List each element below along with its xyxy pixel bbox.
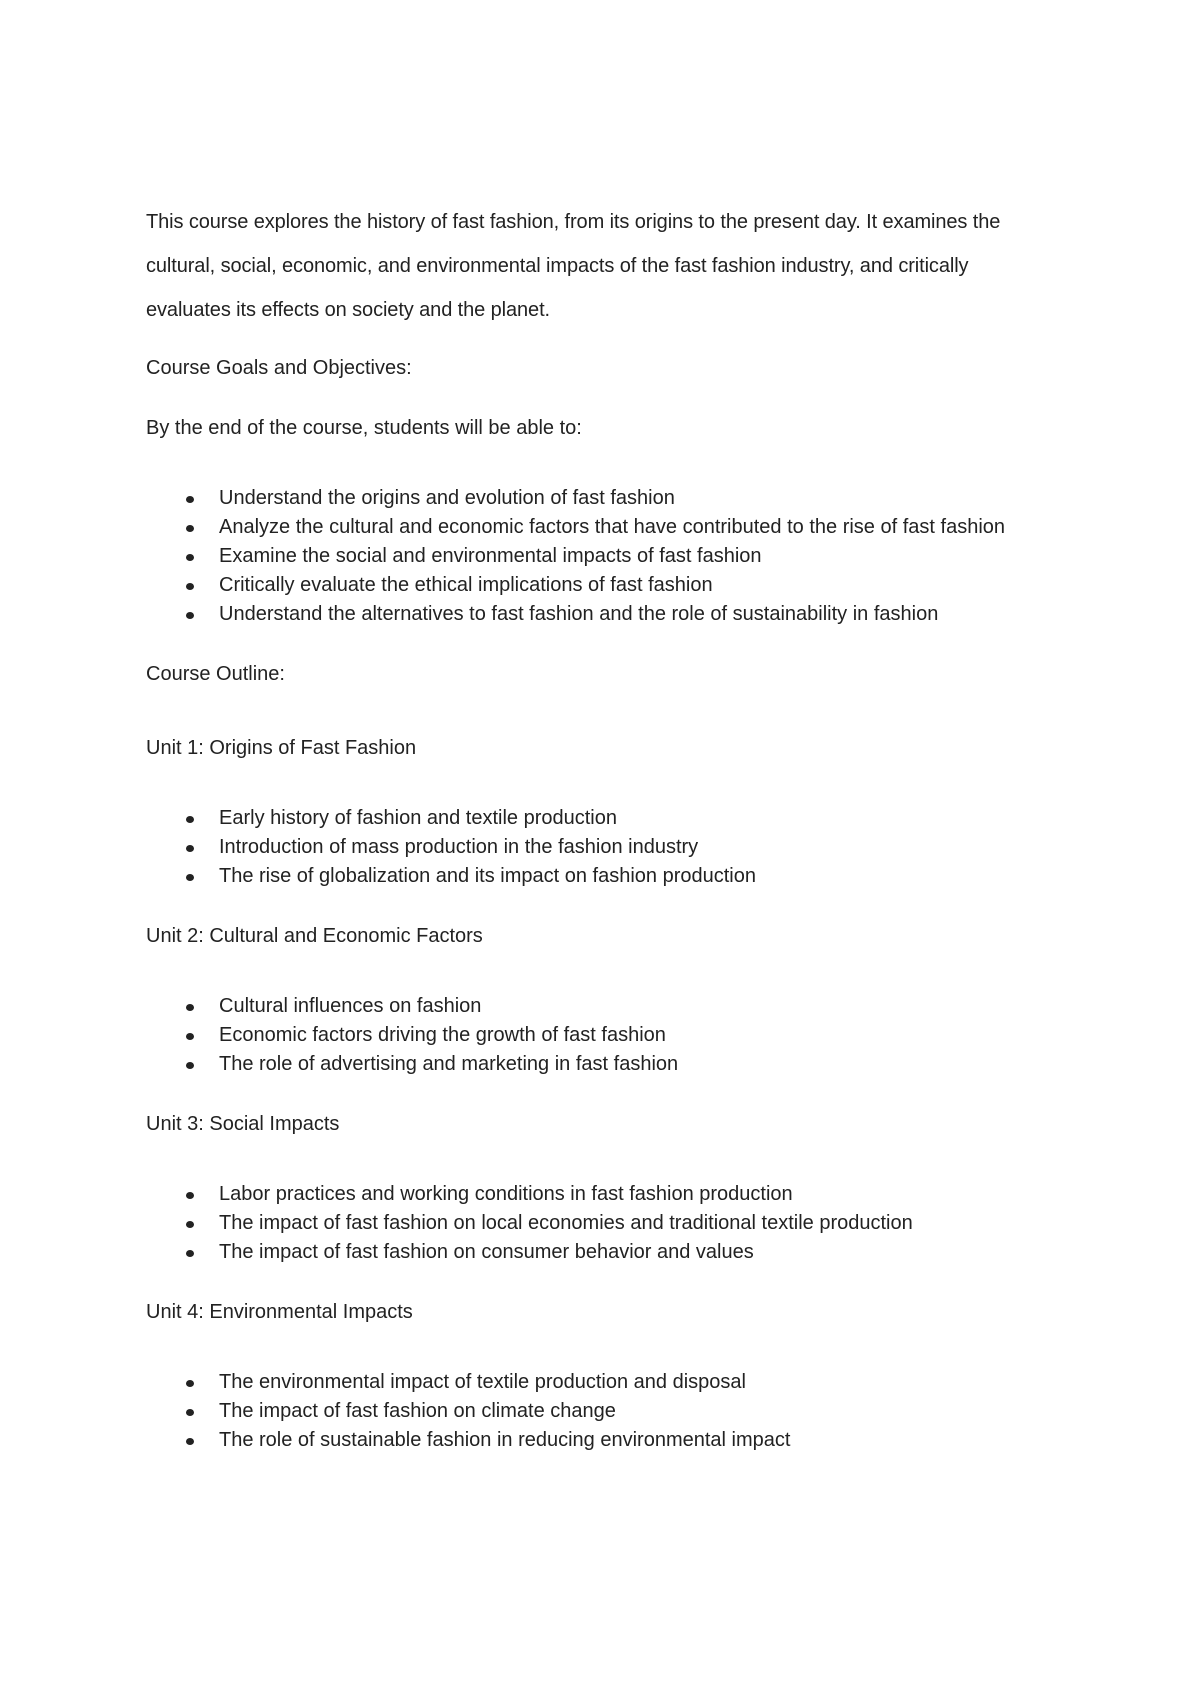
- list-item: [146, 484, 1076, 513]
- list-item: [146, 542, 1076, 571]
- list-item-text: Examine the social and environmental impacts of fast fashion: [219, 545, 762, 567]
- bullet-icon: [186, 583, 194, 590]
- bullet-icon: [186, 496, 194, 503]
- bullet-icon: [186, 1192, 194, 1199]
- outline-heading: Course Outline:: [146, 663, 285, 685]
- list-item: [146, 1050, 1046, 1079]
- list-item: [146, 804, 1046, 833]
- list-item: [146, 1238, 1046, 1267]
- bullet-icon: [186, 1250, 194, 1257]
- list-item: [146, 992, 1046, 1021]
- list-item: [146, 833, 1046, 862]
- list-item: [146, 1368, 1046, 1397]
- bullet-icon: [186, 525, 194, 532]
- list-item-text: Cultural influences on fashion: [219, 995, 482, 1017]
- list-item-text: Economic factors driving the growth of fast fashion: [219, 1024, 666, 1046]
- list-item-text: Introduction of mass production in the fashion industry: [219, 836, 699, 858]
- unit-3-list: [146, 1180, 1046, 1267]
- bullet-icon: [186, 845, 194, 852]
- bullet-icon: [186, 1380, 194, 1387]
- list-item-text: Analyze the cultural and economic factors that have contributed to the rise of fast fashion: [219, 516, 1006, 538]
- unit-1-title: Unit 1: Origins of Fast Fashion: [146, 737, 417, 759]
- unit-4-title: Unit 4: Environmental Impacts: [146, 1301, 413, 1323]
- list-item-text: The role of sustainable fashion in reducing environmental impact: [219, 1429, 791, 1451]
- list-item-text: The rise of globalization and its impact on fashion production: [219, 865, 756, 887]
- bullet-icon: [186, 1004, 194, 1011]
- list-item-text: Understand the alternatives to fast fashion and the role of sustainability in fashion: [219, 603, 939, 625]
- list-item-text: Critically evaluate the ethical implications of fast fashion: [219, 574, 713, 596]
- unit-1-list: [146, 804, 1046, 891]
- list-item-text: Labor practices and working conditions in fast fashion production: [219, 1183, 793, 1205]
- goals-lead: By the end of the course, students will be able to:: [146, 417, 582, 439]
- list-item: [146, 600, 1076, 629]
- bullet-icon: [186, 816, 194, 823]
- unit-2-list: [146, 992, 1046, 1079]
- list-item: [146, 1180, 1046, 1209]
- bullet-icon: [186, 874, 194, 881]
- unit-2-title: Unit 2: Cultural and Economic Factors: [146, 925, 483, 947]
- goals-list: [146, 484, 1076, 629]
- list-item-text: The impact of fast fashion on climate change: [219, 1400, 616, 1422]
- list-item-text: The environmental impact of textile production and disposal: [219, 1371, 746, 1393]
- list-item-text: The impact of fast fashion on consumer behavior and values: [219, 1241, 754, 1263]
- list-item-text: The role of advertising and marketing in fast fashion: [219, 1053, 679, 1075]
- list-item: [146, 1426, 1046, 1455]
- list-item: [146, 862, 1046, 891]
- bullet-icon: [186, 1409, 194, 1416]
- unit-3-title: Unit 3: Social Impacts: [146, 1113, 340, 1135]
- goals-heading: Course Goals and Objectives:: [146, 357, 412, 379]
- document-page: [146, 200, 1046, 1455]
- bullet-icon: [186, 1221, 194, 1228]
- list-item: [146, 571, 1076, 600]
- bullet-icon: [186, 554, 194, 561]
- bullet-icon: [186, 1062, 194, 1069]
- bullet-icon: [186, 1438, 194, 1445]
- list-item: [146, 513, 1076, 542]
- list-item-text: The impact of fast fashion on local economies and traditional textile production: [219, 1212, 913, 1234]
- bullet-icon: [186, 1033, 194, 1040]
- bullet-icon: [186, 612, 194, 619]
- unit-4-list: [146, 1368, 1046, 1455]
- list-item: [146, 1397, 1046, 1426]
- list-item: [146, 1209, 1046, 1238]
- intro-paragraph: This course explores the history of fast fashion, from its origins to the present day. It examines the cultural, social, economic, and environmental impacts of the fast fashion industry, and critically evaluates its effects on society and the planet.: [146, 211, 1001, 321]
- list-item-text: Understand the origins and evolution of fast fashion: [219, 487, 675, 509]
- list-item: [146, 1021, 1046, 1050]
- list-item-text: Early history of fashion and textile production: [219, 807, 617, 829]
